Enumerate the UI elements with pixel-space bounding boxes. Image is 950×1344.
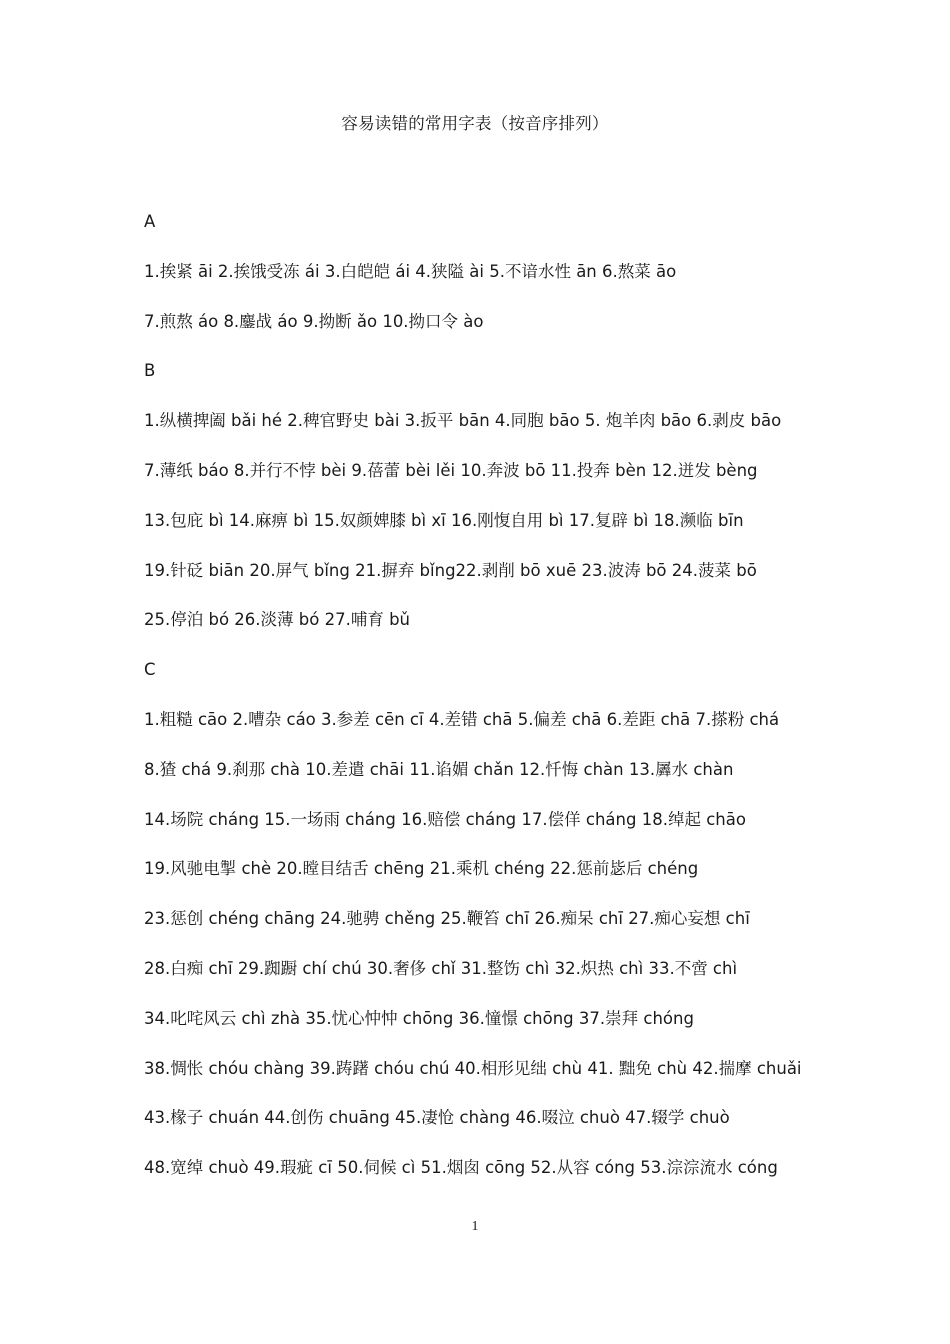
section-heading-a: A [144,212,156,231]
text-line: 7.煎熬 áo 8.鏖战 áo 9.拗断 ǎo 10.拗口令 ào [144,311,484,331]
text-line: 23.惩创 chéng chāng 24.驰骋 chěng 25.鞭笞 chī 26.痴呆 chī 27.痴心妄想 chī [144,909,750,929]
page-title: 容易读错的常用字表（按音序排列） [341,114,609,133]
section-heading-c: C [144,660,156,680]
text-line: 1.粗糙 cāo 2.嘈杂 cáo 3.参差 cēn cī 4.差错 chā 5.偏差 chā 6.差距 chā 7.搽粉 chá [144,709,780,729]
text-line: 1.挨紧 āi 2.挨饿受冻 ái 3.白皑皑 ái 4.狭隘 ài 5.不谙水性 ān 6.熬菜 āo [144,261,677,281]
text-line: 7.薄纸 báo 8.并行不悖 bèi 9.蓓蕾 bèi lěi 10.奔波 bō 11.投奔 bèn 12.迸发 bèng [144,460,758,480]
document-body [144,209,924,1205]
page-number: 1 [471,1219,479,1234]
text-line: 1.纵横捭阖 bǎi hé 2.稗官野史 bài 3.扳平 bān 4.同胞 bāo 5. 炮羊肉 bāo 6.剥皮 bāo [144,411,782,431]
text-line: 34.叱咤风云 chì zhà 35.忧心忡忡 chōng 36.憧憬 chōng 37.崇拜 chóng [144,1008,694,1028]
text-line: 14.场院 cháng 15.一场雨 cháng 16.赔偿 cháng 17.偿佯 cháng 18.绰起 chāo [144,809,746,829]
text-line: 25.停泊 bó 26.淡薄 bó 27.哺育 bǔ [144,610,411,630]
text-line: 48.宽绰 chuò 49.瑕疵 cī 50.伺候 cì 51.烟囱 cōng 52.从容 cóng 53.淙淙流水 cóng [144,1158,778,1178]
text-line: 43.椽子 chuán 44.创伤 chuāng 45.凄怆 chàng 46.啜泣 chuò 47.辍学 chuò [144,1108,730,1128]
text-line: 8.猹 chá 9.刹那 chà 10.差遣 chāi 11.谄媚 chǎn 12.忏悔 chàn 13.羼水 chàn [144,759,734,779]
text-line: 13.包庇 bì 14.麻痹 bì 15.奴颜婢膝 bì xī 16.刚愎自用 bì 17.复辟 bì 18.濒临 bīn [144,510,744,530]
text-line: 38.惆怅 chóu chàng 39.踌躇 chóu chú 40.相形见绌 chù 41. 黜免 chù 42.揣摩 chuǎi [144,1058,802,1078]
text-line: 19.针砭 biān 20.屏气 bǐng 21.摒弃 bǐng22.剥削 bō xuē 23.波涛 bō 24.菠菜 bō [144,560,757,580]
section-heading-b: B [144,361,156,381]
text-line: 28.白痴 chī 29.踟蹰 chí chú 30.奢侈 chǐ 31.整饬 chì 32.炽热 chì 33.不啻 chì [144,958,738,978]
text-line: 19.风驰电掣 chè 20.瞠目结舌 chēng 21.乘机 chéng 22.惩前毖后 chéng [144,859,699,879]
